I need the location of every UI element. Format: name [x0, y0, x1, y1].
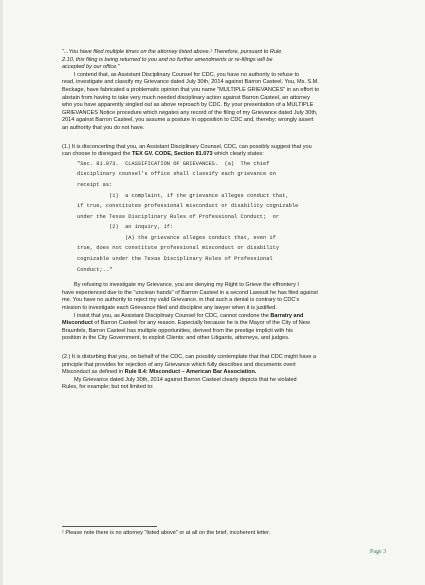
- statute-line: cognizable under the Texas Disciplinary Rules of Professional: [77, 256, 273, 263]
- page-edge: [0, 0, 3, 585]
- paragraph-line: I contend that, as Assistant Disciplinary Counsel for CDC, you have no authority to refuse to: [74, 71, 300, 78]
- paragraph-barratry: [62, 313, 392, 343]
- paragraph-line: Rules, for example; but not limited to:: [62, 384, 154, 391]
- text-run: Misconduct as defined in: [62, 369, 125, 376]
- statute-quote: [62, 159, 392, 276]
- quote-line: "...You have filed multiple times on the attorney listed above.¹ Therefore, pursuant to Rule: [62, 49, 282, 55]
- paragraph-line: have experienced due to the "unclean hands" of Barron Casteel in a second Lawsuit he has filed against: [62, 289, 318, 296]
- quoted-notice: [62, 49, 392, 72]
- statute-line: disciplinary counsel's office shall classify each grievance on: [77, 171, 276, 178]
- statute-line: (2) an inquiry, if:: [77, 224, 174, 231]
- letter-body: [62, 49, 392, 392]
- emphasis-text: Barratry and: [270, 312, 304, 319]
- statute-line: receipt as:: [77, 181, 113, 188]
- text-run: I insist that you, as Assistant Disciplinary Counsel for CDC, cannot condone the: [74, 312, 271, 319]
- paragraph-line: [62, 369, 392, 377]
- paragraph-line: Braunfels, Barron Casteel has multiple opportunities, derived from the prestige implicit with his: [62, 327, 293, 334]
- paragraph-line: read, investigate and classify my Grievance dated July 30th, 2014 against Barron Casteel. You, Ms. S.M.: [62, 79, 319, 86]
- statute-line: (1) a complaint, if the grievance alleges conduct that,: [77, 192, 289, 199]
- rule-citation: Rule 8.4: Misconduct – American Bar Association.: [124, 369, 257, 376]
- paragraph-line: me. You have no authority to reject my valid Grievance, in that such a denial is contrary to CDC's: [62, 297, 300, 304]
- paragraph-point-2: [62, 354, 392, 392]
- paragraph-line: [62, 313, 392, 321]
- text-run: which clearly states:: [212, 151, 264, 158]
- paragraph-point-1: [62, 144, 392, 159]
- statute-line: under the Texas Disciplinary Rules of Professional Conduct; or: [77, 213, 280, 220]
- paragraph-line: who you have apparently singled out as above reproach by CDC. By your presentation of a MULTIPLE: [62, 102, 314, 109]
- footnote: ¹ Please note there is no attorney "listed above" or at all on the brief, incoherent letter.: [62, 530, 271, 536]
- paragraph-line: GRIEVANCES Notice procedure which negates any record of the filing of my Grievance dated July 30th,: [62, 109, 318, 116]
- paragraph-contention: [62, 72, 392, 133]
- paragraph-line: an authority that you do not have.: [62, 124, 145, 131]
- text-run: of Barron Casteel for any reason. Especially because he is the Mayor of the City of New: [92, 320, 310, 327]
- paragraph-line: [62, 320, 392, 328]
- paragraph-line: principle that provides for rejection of any Grievance which fully describes and documents overt: [62, 361, 296, 368]
- statute-line: "Sec. 81.073. CLASSIFICATION OF GRIEVANCES. (a) The chief: [77, 160, 270, 167]
- statute-line: if true, constitutes professional misconduct or disability cognizable: [77, 203, 299, 210]
- statute-line: (A) the grievance alleges conduct that, even if: [77, 234, 276, 241]
- paragraph-line: position in the City Government, to exploit Clients; and other Litigants, attorneys, and judges.: [62, 335, 290, 342]
- page-number: Page 3: [370, 549, 387, 555]
- paragraph-line: mission to investigate each Grievance filed and discipline any lawyer when it is justified.: [62, 305, 277, 312]
- paragraph-line: Beckage, have fabricated a problematic opinion that you name "MULTIPLE GRIEVANCES" in an effort to: [62, 86, 320, 93]
- text-run: can choose to disregard the: [62, 151, 132, 158]
- paragraph-line: (1.) It is disconcerting that you, an Assistant Disciplinary Counsel, CDC, can possibly suggest that you: [62, 143, 312, 150]
- paragraph-line: [62, 151, 392, 159]
- paragraph-line: 2014 against Barron Casteel, you assume a posture in opposition to CDC and, thereby; wrongly assert: [62, 117, 314, 124]
- paragraph-refusal: [62, 282, 392, 312]
- paragraph-line: My Grievance dated July 30th, 2014 against Barron Casteel clearly depicts that he violated: [74, 376, 297, 383]
- statute-citation: TEX GV. CODE, Section 81.073: [132, 151, 213, 158]
- quote-line: 2.10, this filing is being returned to you and no further amendments or re-filings will be: [62, 56, 273, 63]
- statute-line: Conduct;..": [77, 266, 113, 273]
- footnote-divider: [62, 526, 157, 527]
- emphasis-text: Misconduct: [62, 320, 93, 327]
- quote-line: accepted by our office.": [62, 64, 120, 71]
- paragraph-line: By refusing to investigate my Grievance, you are denying my Right to Grieve the effrontery I: [74, 282, 299, 289]
- paragraph-line: (2.) It is disturbing that you, on behalf of the CDC, can possibly contemplate that that CDC might have a: [62, 354, 317, 360]
- paragraph-line: abstain from having to take very much needed disciplinary action against Barron Casteel, an attorney: [62, 94, 310, 101]
- statute-line: true, does not constitute professional misconduct or disability: [77, 245, 280, 252]
